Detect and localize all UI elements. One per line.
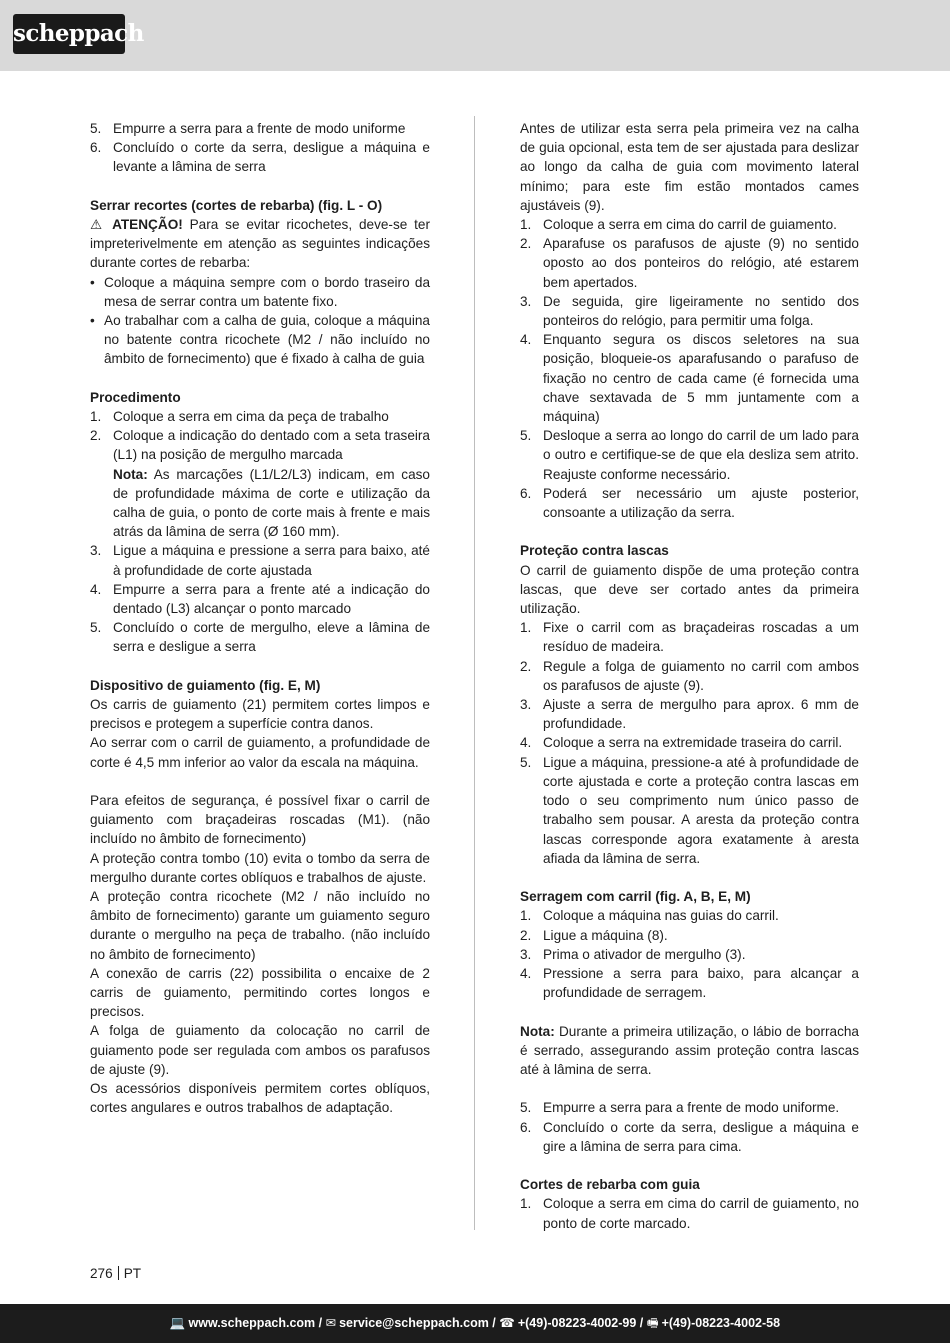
paragraph: A proteção contra tombo (10) evita o tombo da serra de mergulho durante cortes oblíquos e trabalhos de ajuste.	[90, 850, 430, 885]
paragraph: Os acessórios disponíveis permitem cortes oblíquos, cortes angulares e outros trabalhos de adaptação.	[90, 1081, 430, 1116]
list-item: 2. Aparafuse os parafusos de ajuste (9) no sentido oposto ao dos ponteiros do relógio, até estarem bem apertados.	[520, 236, 859, 290]
column-divider	[474, 116, 475, 1230]
note-paragraph: Nota: As marcações (L1/L2/L3) indicam, em caso de profundidade máxima de corte e utilização da calha de guia, o ponto de corte mais à frente e mais atrás da lâmina de serra (Ø 160 mm).	[113, 466, 430, 540]
bullet-item: • Coloque a máquina sempre com o bordo traseiro da mesa de serrar contra um batente fixo.	[90, 274, 430, 309]
list-item: 2. Coloque a indicação do dentado com a seta traseira (L1) na posição de mergulho marcada	[90, 428, 430, 463]
footer-phone: +(49)-08223-4002-99	[517, 1316, 637, 1330]
list-item: 6. Concluído o corte da serra, desligue a máquina e levante a lâmina de serra	[90, 140, 430, 175]
warning-icon: ⚠	[90, 217, 106, 232]
list-item: 3. Ligue a máquina e pressione a serra para baixo, até à profundidade de corte ajustada	[90, 543, 430, 578]
list-item: 4. Pressione a serra para baixo, para alcançar a profundidade de serragem.	[520, 965, 859, 1001]
list-item: 1. Coloque a serra em cima do carril de guiamento, no ponto de corte marcado.	[520, 1196, 859, 1231]
section-heading: Serrar recortes (cortes de rebarba) (fig. L - O)	[90, 197, 383, 213]
footer-website: www.scheppach.com	[188, 1316, 316, 1330]
list-item: 6. Poderá ser necessário um ajuste posterior, consoante a utilização da serra.	[520, 485, 859, 521]
fax-icon: 🖷	[646, 1316, 659, 1330]
list-item: 5. Empurre a serra para a frente de modo uniforme.	[520, 1100, 840, 1116]
list-item: 1. Fixe o carril com as braçadeiras roscadas a um resíduo de madeira.	[520, 620, 859, 655]
list-item: 4. Empurre a serra para a frente até a indicação do dentado (L3) alcançar o ponto marcado	[90, 581, 430, 617]
mail-icon: ✉	[325, 1316, 337, 1330]
list-item: 1. Coloque a serra em cima do carril de guiamento.	[520, 217, 837, 233]
paragraph: A conexão de carris (22) possibilita o encaixe de 2 carris de guiamento, permitindo cortes longos e precisos.	[90, 965, 430, 1020]
list-item: 4. Enquanto segura os discos seletores na sua posição, bloqueie-os aparafusando o parafuso de fixação no centro de cada came (é fornecida uma chave sextavada de 5 mm juntamente com a máquina)	[520, 332, 859, 425]
section-heading: Procedimento	[90, 389, 181, 405]
list-item: 2. Regule a folga de guiamento no carril com ambos os parafusos de ajuste (9).	[520, 658, 859, 693]
paragraph: Para efeitos de segurança, é possível fixar o carril de guiamento com braçadeiras roscadas (M1). (não incluído no âmbito de fornecimento)	[90, 793, 430, 847]
list-item: 2. Ligue a máquina (8).	[520, 927, 668, 943]
list-item: 3. Prima o ativador de mergulho (3).	[520, 946, 746, 962]
list-item: 5. Concluído o corte de mergulho, eleve a lâmina de serra e desligue a serra	[90, 620, 430, 655]
page-number: 276 PT	[90, 1266, 142, 1281]
bullet-item: • Ao trabalhar com a calha de guia, coloque a máquina no batente contra ricochete (M2 / não incluído no âmbito de fornecimento) que é fixado à calha de guia	[90, 313, 430, 367]
list-item: 4. Coloque a serra na extremidade traseira do carril.	[520, 735, 843, 751]
scheppach-logo: scheppach	[13, 14, 125, 54]
left-column	[90, 119, 430, 1118]
note-paragraph: Nota: Durante a primeira utilização, o lábio de borracha é serrado, assegurando assim proteção contra lascas até à lâmina de serra.	[520, 1023, 859, 1077]
section-heading: Serragem com carril (fig. A, B, E, M)	[520, 889, 751, 905]
section-heading: Cortes de rebarba com guia	[520, 1177, 700, 1193]
paragraph: O carril de guiamento dispõe de uma proteção contra lascas, que deve ser cortado antes da primeira utilização.	[520, 562, 859, 617]
right-column	[520, 119, 859, 1233]
list-item: 3. De seguida, gire ligeiramente no sentido dos ponteiros do relógio, para permitir uma folga.	[520, 293, 859, 329]
phone-icon: ☎	[499, 1316, 515, 1330]
paragraph: Antes de utilizar esta serra pela primeira vez na calha de guia opcional, esta tem de ser ajustada para deslizar ao longo da calha de guia com movimento lateral mínimo; para este fim estão montados cames ajustáveis (9).	[520, 121, 859, 213]
computer-icon: 💻	[169, 1316, 186, 1330]
footer-fax: +(49)-08223-4002-58	[661, 1316, 781, 1330]
paragraph: A folga de guiamento da colocação no carril de guiamento pode ser regulada com ambos os parafusos de ajuste (9).	[90, 1023, 430, 1077]
list-item: 5. Ligue a máquina, pressione-a até à profundidade de corte ajustada e corte a proteção contra lascas em todo o seu comprimento num único passo de trabalho sem pousar. A aresta da proteção contra lascas corresponde agora exatamente à aresta afiada da lâmina de serra.	[520, 754, 859, 866]
section-heading: Dispositivo de guiamento (fig. E, M)	[90, 677, 321, 693]
paragraph: A proteção contra ricochete (M2 / não incluído no âmbito de fornecimento) garante um guiamento seguro durante o mergulho na peça de trabalho. (não incluído no âmbito de fornecimento)	[90, 889, 430, 962]
list-item: 5. Desloque a serra ao longo do carril de um lado para o outro e certifique-se de que ela desliza sem atrito. Reajuste conforme necessário.	[520, 428, 859, 482]
warning-label: ATENÇÃO!	[112, 217, 183, 232]
paragraph: Os carris de guiamento (21) permitem cortes limpos e precisos e protegem a superfície contra danos.	[90, 697, 430, 732]
list-item: 6. Concluído o corte da serra, desligue a máquina e gire a lâmina de serra para cima.	[520, 1119, 859, 1154]
page-header	[0, 0, 950, 71]
page-footer: 💻 www.scheppach.com / ✉ service@scheppach.com / ☎ +(49)-08223-4002-99 / 🖷 +(49)-08223-4002-58	[0, 1304, 950, 1343]
list-item: 1. Coloque a serra em cima da peça de trabalho	[90, 409, 389, 425]
paragraph: Ao serrar com o carril de guiamento, a profundidade de corte é 4,5 mm inferior ao valor da escala na máquina.	[90, 735, 430, 770]
list-item: 5. Empurre a serra para a frente de modo uniforme	[90, 121, 406, 136]
section-heading: Proteção contra lascas	[520, 543, 669, 559]
footer-email: service@scheppach.com	[339, 1316, 489, 1330]
list-item: 1. Coloque a máquina nas guias do carril.	[520, 908, 779, 924]
warning-paragraph: ⚠ ATENÇÃO! Para se evitar ricochetes, deve-se ter impreterivelmente em atenção as seguintes indicações durante cortes de rebarba:	[90, 217, 430, 271]
list-item: 3. Ajuste a serra de mergulho para aprox. 6 mm de profundidade.	[520, 697, 859, 732]
